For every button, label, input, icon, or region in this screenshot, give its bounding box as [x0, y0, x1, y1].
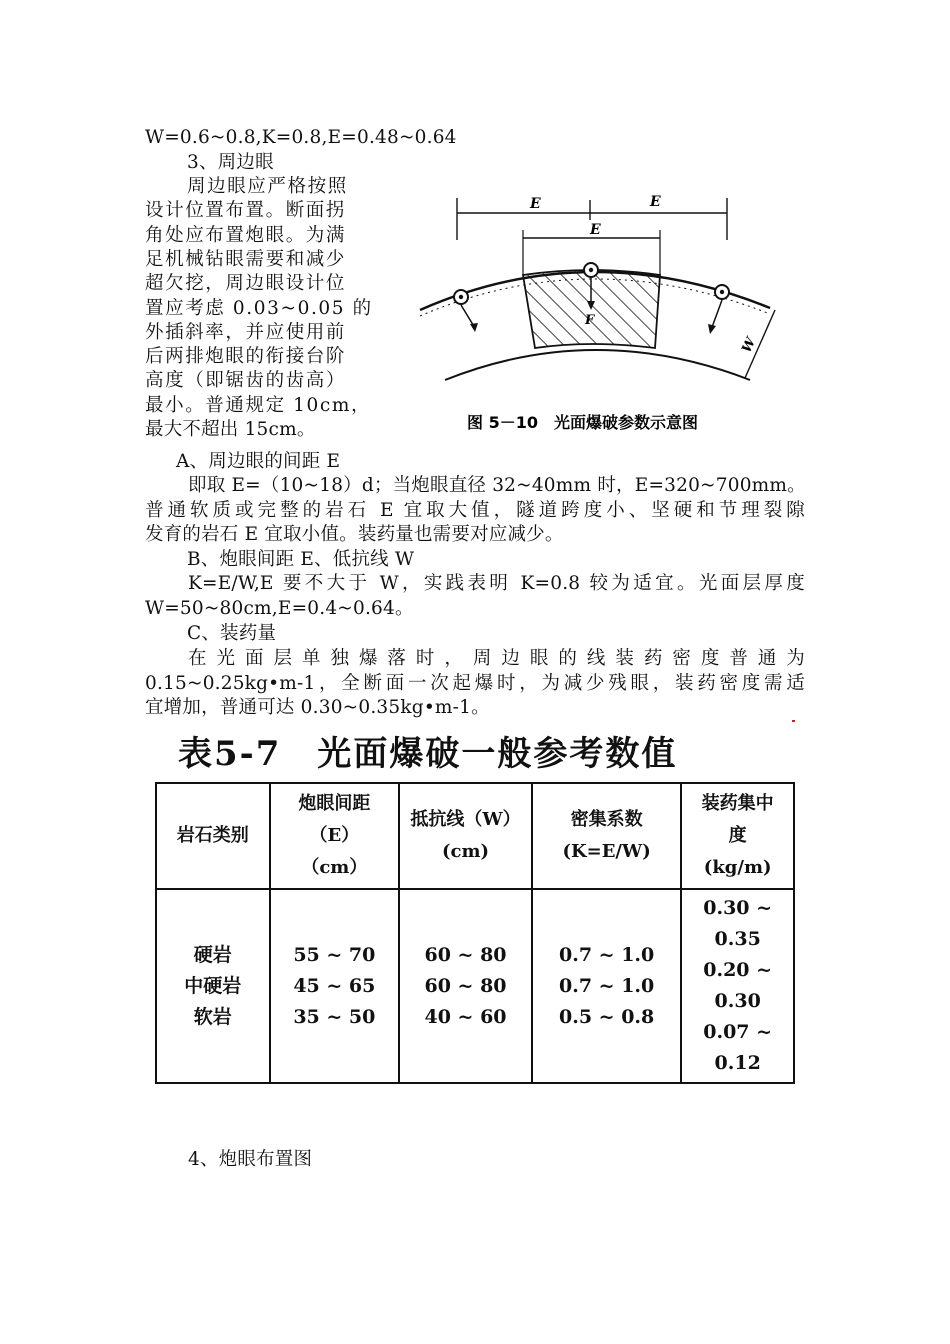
header-cell: [681, 783, 794, 889]
section-heading-3: 3、周边眼: [187, 152, 274, 173]
formula-line-w: W=0.6~0.8,K=0.8,E=0.48~0.64: [145, 127, 457, 148]
cell-value: 45 ~ 65: [293, 974, 376, 997]
wrapped-line: 最小。普通规定 10cm，: [145, 394, 372, 416]
wrapped-line: 后两排炮眼的衔接台阶: [145, 346, 347, 368]
label-w: W: [739, 335, 760, 356]
header-cell: [532, 783, 681, 889]
cell-value: 0.35: [714, 928, 761, 950]
table-title: 表5-7 光面爆破一般参考数值: [178, 734, 678, 774]
table-cell: [532, 889, 681, 1083]
subheading-a: A、周边眼的间距 E: [176, 451, 341, 472]
table-row: [156, 889, 794, 1083]
subheading-b: B、炮眼间距 E、低抗线 W: [187, 549, 415, 570]
label-e-right: E: [650, 194, 661, 210]
blasting-diagram-figure: [415, 180, 800, 445]
wrapped-line: 最大不超出 15cm。: [145, 419, 316, 440]
cell-value: 0.5 ~ 0.8: [558, 1005, 655, 1028]
header-text: 岩石类别: [176, 825, 249, 846]
header-text: (cm): [441, 841, 490, 862]
header-text: 装药集中: [701, 793, 774, 814]
cell-value: 0.7 ~ 1.0: [558, 943, 655, 966]
table-cell: [681, 889, 794, 1083]
header-cell: [156, 783, 270, 889]
label-e-left: E: [530, 196, 541, 212]
wrapped-line: 足机械钻眼需要和减少: [145, 248, 347, 270]
table-cell: [156, 889, 270, 1083]
paragraph-line: K=E/W,E 要不大于 W，实践表明 K=0.8 较为适宜。光面层厚度: [188, 573, 805, 594]
header-cell: [270, 783, 399, 889]
header-text: (kg/m): [703, 857, 772, 878]
header-text: (K=E/W): [562, 841, 651, 862]
wrapped-line: 设计位置布置。断面拐: [145, 200, 347, 222]
paragraph-line: 即取 E=（10~18）d；当炮眼直径 32~40mm 时，E=320~700mm。: [188, 475, 806, 496]
paragraph-line: 0.15~0.25kg•m-1，全断面一次起爆时，为减少残眼，装药密度需适: [145, 672, 805, 694]
table-cell: [399, 889, 532, 1083]
stray-mark: [792, 720, 795, 722]
paragraph-line: 在光面层单独爆落时，周边眼的线装药密度普通为: [188, 648, 805, 669]
header-text: （E）: [309, 825, 360, 846]
wrapped-line: 超欠挖，周边眼设计位: [145, 273, 347, 295]
cell-value: 0.20 ~: [703, 959, 773, 981]
header-cell: [399, 783, 532, 889]
cell-value: 0.7 ~ 1.0: [558, 974, 655, 997]
wrapped-line: 高度（即锯齿的齿高）: [145, 370, 347, 392]
header-text: （cm）: [301, 857, 368, 878]
paragraph-line: 普通软质或完整的岩石 E 宜取大值，隧道跨度小、坚硬和节理裂隙: [145, 499, 805, 521]
cell-value: 60 ~ 80: [424, 943, 507, 966]
cell-value: 硬岩: [193, 943, 232, 966]
paragraph-line: W=50~80cm,E=0.4~0.64。: [145, 597, 414, 619]
wrapped-line: 置应考虑 0.03~0.05 的: [145, 297, 373, 319]
cell-value: 软岩: [193, 1005, 232, 1028]
wrapped-line: 周边眼应严格按照: [187, 176, 348, 197]
blasting-diagram: [415, 180, 800, 445]
cell-value: 40 ~ 60: [424, 1005, 507, 1028]
cell-value: 55 ~ 70: [293, 943, 376, 966]
cell-value: 0.30 ~: [703, 897, 773, 919]
wrapped-line: 外插斜率，并应使用前: [145, 321, 347, 343]
label-e-center: E: [590, 222, 601, 238]
cell-value: 60 ~ 80: [424, 974, 507, 997]
table-cell: [270, 889, 399, 1083]
cell-value: 35 ~ 50: [293, 1005, 376, 1028]
figure-caption: 图 5－10 光面爆破参数示意图: [467, 413, 698, 432]
cell-value: 0.12: [714, 1052, 761, 1074]
header-text: 抵抗线（W）: [410, 809, 521, 830]
cell-value: 0.07 ~: [703, 1021, 773, 1043]
paragraph-line: 宜增加，普通可达 0.30~0.35kg•m-1。: [145, 697, 490, 718]
header-text: 炮眼间距: [298, 793, 371, 814]
table-header-row: [156, 783, 794, 889]
reference-table: [155, 782, 795, 1084]
paragraph-line: 发育的岩石 E 宜取小值。装药量也需要对应减少。: [145, 524, 564, 545]
section-heading-4: 4、炮眼布置图: [188, 1149, 313, 1170]
header-text: 密集系数: [570, 809, 643, 830]
cell-value: 中硬岩: [184, 974, 242, 997]
header-text: 度: [728, 825, 747, 846]
subheading-c: C、装药量: [187, 623, 277, 644]
cell-value: 0.30: [714, 990, 761, 1012]
wrapped-line: 角处应布置炮眼。为满: [145, 224, 347, 246]
label-f: F: [585, 313, 595, 328]
